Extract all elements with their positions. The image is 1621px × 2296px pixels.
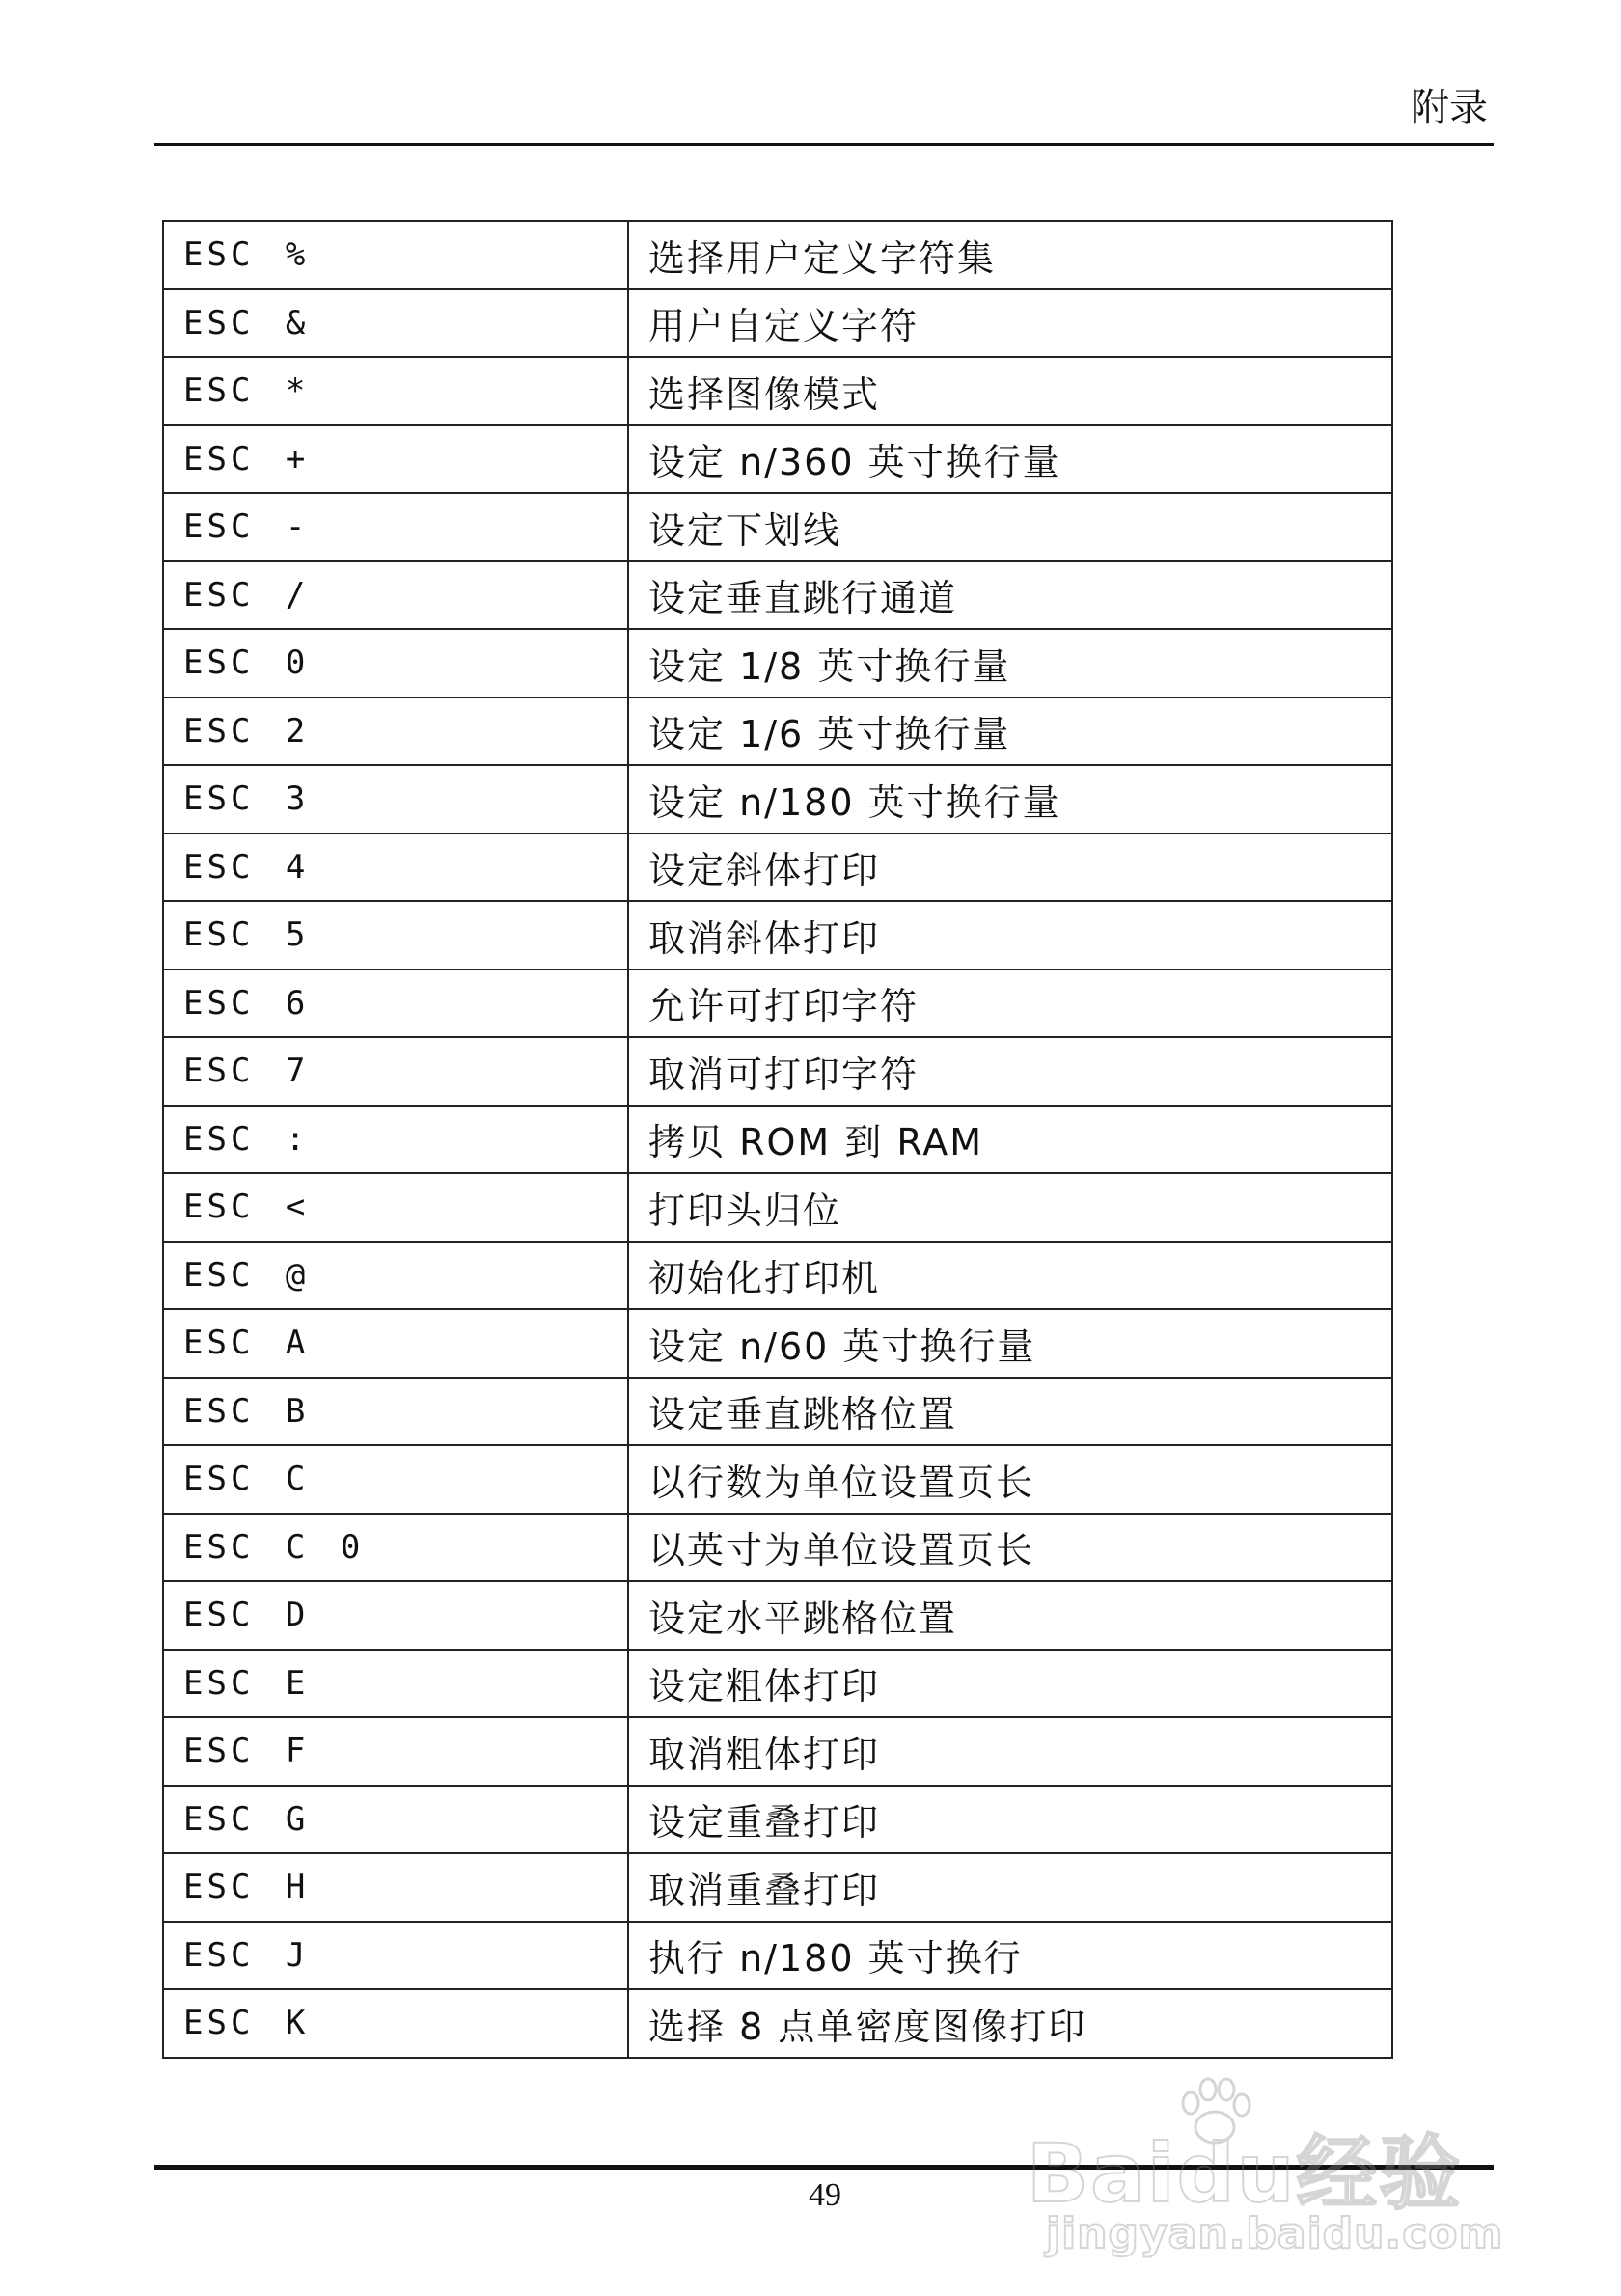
command-description: 用户自定义字符 [628, 289, 1392, 358]
table-row [163, 1853, 1392, 1922]
command-description: 设定 n/60 英寸换行量 [628, 1309, 1392, 1378]
command-description: 设定 n/360 英寸换行量 [628, 425, 1392, 494]
table-row [163, 1717, 1392, 1786]
table-row [163, 1514, 1392, 1582]
command-code: ESC F [163, 1717, 628, 1786]
table-row [163, 1106, 1392, 1174]
command-description: 执行 n/180 英寸换行 [628, 1922, 1392, 1990]
command-description: 选择用户定义字符集 [628, 221, 1392, 289]
watermark-url: jingyan.baidu.com [1046, 2209, 1504, 2258]
table-row [163, 1989, 1392, 2058]
command-code: ESC C [163, 1445, 628, 1514]
table-row [163, 1581, 1392, 1650]
command-code: ESC J [163, 1922, 628, 1990]
table-row [163, 1445, 1392, 1514]
command-description: 选择 8 点单密度图像打印 [628, 1989, 1392, 2058]
command-code: ESC < [163, 1173, 628, 1242]
table-row [163, 765, 1392, 834]
command-description: 打印头归位 [628, 1173, 1392, 1242]
command-code: ESC & [163, 289, 628, 358]
command-code: ESC G [163, 1786, 628, 1854]
table-row [163, 221, 1392, 289]
command-description: 设定 1/8 英寸换行量 [628, 629, 1392, 697]
command-code: ESC K [163, 1989, 628, 2058]
table-row [163, 901, 1392, 970]
table-row [163, 970, 1392, 1038]
command-code: ESC E [163, 1650, 628, 1718]
table-row [163, 493, 1392, 561]
command-description: 设定粗体打印 [628, 1650, 1392, 1718]
command-code: ESC A [163, 1309, 628, 1378]
command-code: ESC H [163, 1853, 628, 1922]
table-row [163, 1378, 1392, 1446]
command-code: ESC D [163, 1581, 628, 1650]
command-code: ESC : [163, 1106, 628, 1174]
command-code: ESC 2 [163, 697, 628, 766]
baidu-watermark [1027, 2074, 1528, 2267]
command-description: 拷贝 ROM 到 RAM [628, 1106, 1392, 1174]
table-row [163, 1922, 1392, 1990]
command-code: ESC * [163, 357, 628, 425]
command-description: 取消可打印字符 [628, 1037, 1392, 1106]
table-row [163, 629, 1392, 697]
table-row [163, 1242, 1392, 1310]
table-row [163, 357, 1392, 425]
command-description: 设定垂直跳行通道 [628, 561, 1392, 630]
command-code: ESC @ [163, 1242, 628, 1310]
table-row [163, 1173, 1392, 1242]
watermark-brand: Baidu经验 [1027, 2126, 1463, 2221]
command-description: 初始化打印机 [628, 1242, 1392, 1310]
command-code: ESC % [163, 221, 628, 289]
table-row [163, 1786, 1392, 1854]
command-description: 设定 1/6 英寸换行量 [628, 697, 1392, 766]
command-description: 设定下划线 [628, 493, 1392, 561]
command-code: ESC B [163, 1378, 628, 1446]
table-row [163, 834, 1392, 902]
command-code: ESC / [163, 561, 628, 630]
table-row [163, 289, 1392, 358]
command-description: 以行数为单位设置页长 [628, 1445, 1392, 1514]
table-row [163, 1650, 1392, 1718]
command-code: ESC 7 [163, 1037, 628, 1106]
command-code: ESC + [163, 425, 628, 494]
command-code: ESC 0 [163, 629, 628, 697]
command-code: ESC 5 [163, 901, 628, 970]
command-table [162, 220, 1393, 2059]
table-row [163, 561, 1392, 630]
command-description: 取消斜体打印 [628, 901, 1392, 970]
command-description: 以英寸为单位设置页长 [628, 1514, 1392, 1582]
command-description: 设定斜体打印 [628, 834, 1392, 902]
command-description: 设定垂直跳格位置 [628, 1378, 1392, 1446]
page-number: 49 [809, 2177, 841, 2213]
command-code: ESC 4 [163, 834, 628, 902]
command-description: 允许可打印字符 [628, 970, 1392, 1038]
table-row [163, 1037, 1392, 1106]
section-title: 附录 [1411, 86, 1488, 130]
command-code: ESC C 0 [163, 1514, 628, 1582]
command-description: 设定水平跳格位置 [628, 1581, 1392, 1650]
table-row [163, 697, 1392, 766]
header-divider [154, 143, 1494, 146]
command-description: 取消粗体打印 [628, 1717, 1392, 1786]
command-code: ESC 3 [163, 765, 628, 834]
command-description: 选择图像模式 [628, 357, 1392, 425]
command-code: ESC - [163, 493, 628, 561]
command-table-body [163, 221, 1392, 2058]
table-row [163, 1309, 1392, 1378]
command-description: 取消重叠打印 [628, 1853, 1392, 1922]
command-description: 设定 n/180 英寸换行量 [628, 765, 1392, 834]
command-description: 设定重叠打印 [628, 1786, 1392, 1854]
command-code: ESC 6 [163, 970, 628, 1038]
table-row [163, 425, 1392, 494]
